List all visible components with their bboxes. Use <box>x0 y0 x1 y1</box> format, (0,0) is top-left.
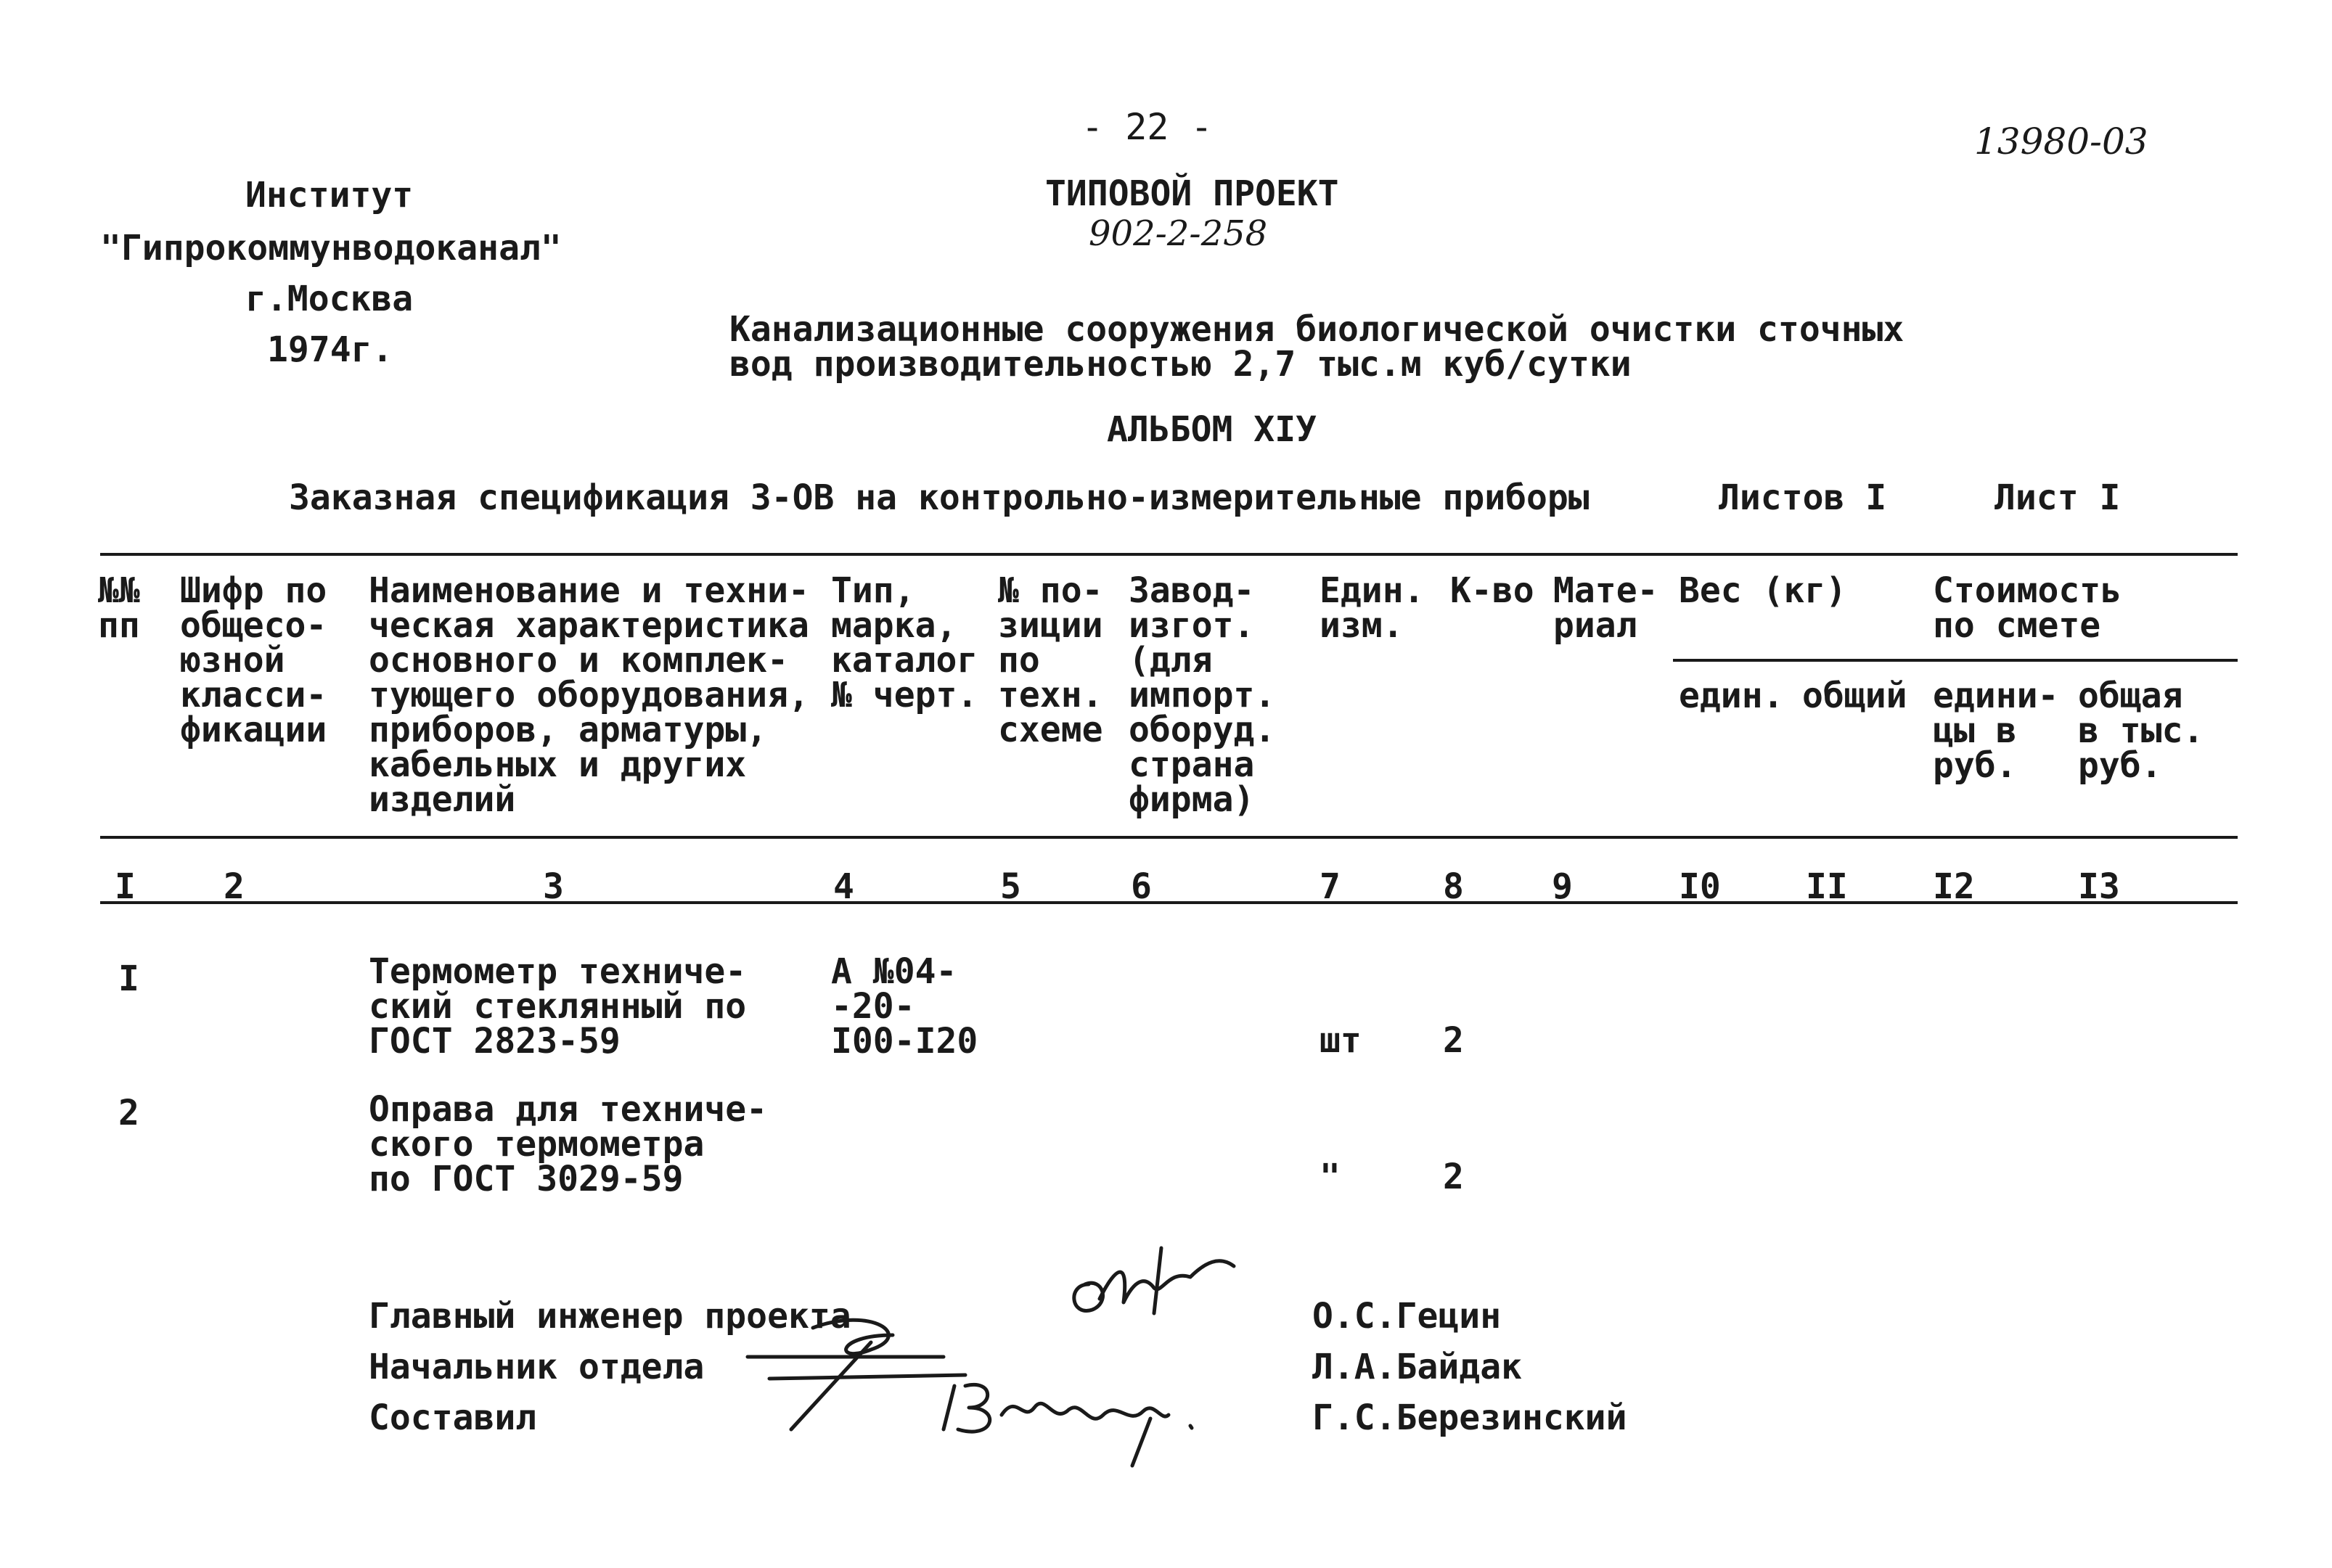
document-code: 13980-03 <box>1974 120 2148 163</box>
header-col-9: Мате- риал <box>1553 570 1658 646</box>
institute-name: Институт <box>245 175 414 216</box>
album-title: АЛЬБОМ XIУ <box>1107 409 1317 450</box>
institute-year: 1974г. <box>267 329 393 370</box>
spec-title: Заказная спецификация 3-ОВ на контрольно-измерительные приборы <box>289 477 1590 518</box>
header-col-8: К-во <box>1450 570 1534 611</box>
colnum-3: 3 <box>543 866 564 907</box>
institute-org: "Гипрокоммунводоканал" <box>100 228 562 268</box>
handwritten-signatures <box>726 1234 1321 1480</box>
item-name: Термометр техниче- ский стеклянный по ГОСТ 2823-59 <box>369 951 747 1062</box>
project-number: 902-2-258 <box>1089 213 1268 254</box>
colnum-7: 7 <box>1320 866 1341 907</box>
header-col-2: Шифр по общесо- юзной класси- фикации <box>180 570 327 750</box>
colnum-5: 5 <box>1000 866 1021 907</box>
table-header-bottom-rule <box>100 836 2238 839</box>
colnum-4: 4 <box>833 866 854 907</box>
header-col-12: едини- цы в руб. <box>1933 676 2059 786</box>
project-title-line2: вод производительностью 2,7 тыс.м куб/сутки <box>729 344 1632 385</box>
signature-name-department-head: Л.А.Байдак <box>1312 1347 1522 1387</box>
colnum-1: I <box>115 866 136 907</box>
colnum-2: 2 <box>224 866 245 907</box>
header-col-4: Тип, марка, каталог № черт. <box>831 570 978 715</box>
item-unit: " <box>1320 1157 1341 1197</box>
colnum-8: 8 <box>1443 866 1464 907</box>
column-numbers-rule <box>100 901 2238 904</box>
project-title-line1: Канализационные сооружения биологической очистки сточных <box>729 309 1905 350</box>
colnum-11: II <box>1806 866 1848 907</box>
institute-city: г.Москва <box>245 279 414 319</box>
signature-name-compiler: Г.С.Березинский <box>1312 1397 1627 1438</box>
item-type: А №04- -20- I00-I20 <box>831 951 978 1062</box>
header-col-5: № по- зиции по техн. схеме <box>998 570 1103 750</box>
item-name: Оправа для техниче- ского термометра по ГОСТ 3029-59 <box>369 1089 768 1199</box>
header-col-11: общий <box>1802 676 1907 716</box>
signature-role-compiler: Составил <box>369 1397 537 1438</box>
colnum-6: 6 <box>1131 866 1152 907</box>
weight-cost-subheader-rule <box>1673 659 2238 662</box>
item-unit: шт <box>1320 1020 1362 1061</box>
signature-role-chief-engineer: Главный инженер проекта <box>369 1296 851 1337</box>
colnum-10: I0 <box>1679 866 1721 907</box>
colnum-12: I2 <box>1933 866 1975 907</box>
row-number: 2 <box>118 1093 139 1133</box>
header-col-6: Завод- изгот. (для импорт. оборуд. страна фирма) <box>1129 570 1276 820</box>
signature-role-department-head: Начальник отдела <box>369 1347 705 1387</box>
header-cost: Стоимость по смете <box>1933 570 2122 646</box>
project-type: ТИПОВОЙ ПРОЕКТ <box>1045 173 1339 214</box>
sheet-number: Лист I <box>1995 477 2121 518</box>
header-col-7: Един. изм. <box>1320 570 1425 646</box>
header-col-13: общая в тыс. руб. <box>2078 676 2204 786</box>
item-quantity: 2 <box>1443 1157 1464 1197</box>
sheets-count: Листов I <box>1719 477 1887 518</box>
colnum-9: 9 <box>1552 866 1573 907</box>
header-col-3: Наименование и техни- ческая характеристика основного и комплек- тующего оборудования, приборов, арматуры, кабельных и других изделий <box>369 570 809 820</box>
table-top-rule <box>100 553 2238 556</box>
header-weight: Вес (кг) <box>1679 570 1847 611</box>
colnum-13: I3 <box>2078 866 2120 907</box>
page-number: - 22 - <box>1081 106 1213 148</box>
signature-name-chief-engineer: О.С.Гецин <box>1312 1296 1502 1337</box>
row-number: I <box>118 959 139 999</box>
item-quantity: 2 <box>1443 1020 1464 1061</box>
header-col-1: №№ пп <box>98 570 140 646</box>
header-col-10: един. <box>1679 676 1784 716</box>
